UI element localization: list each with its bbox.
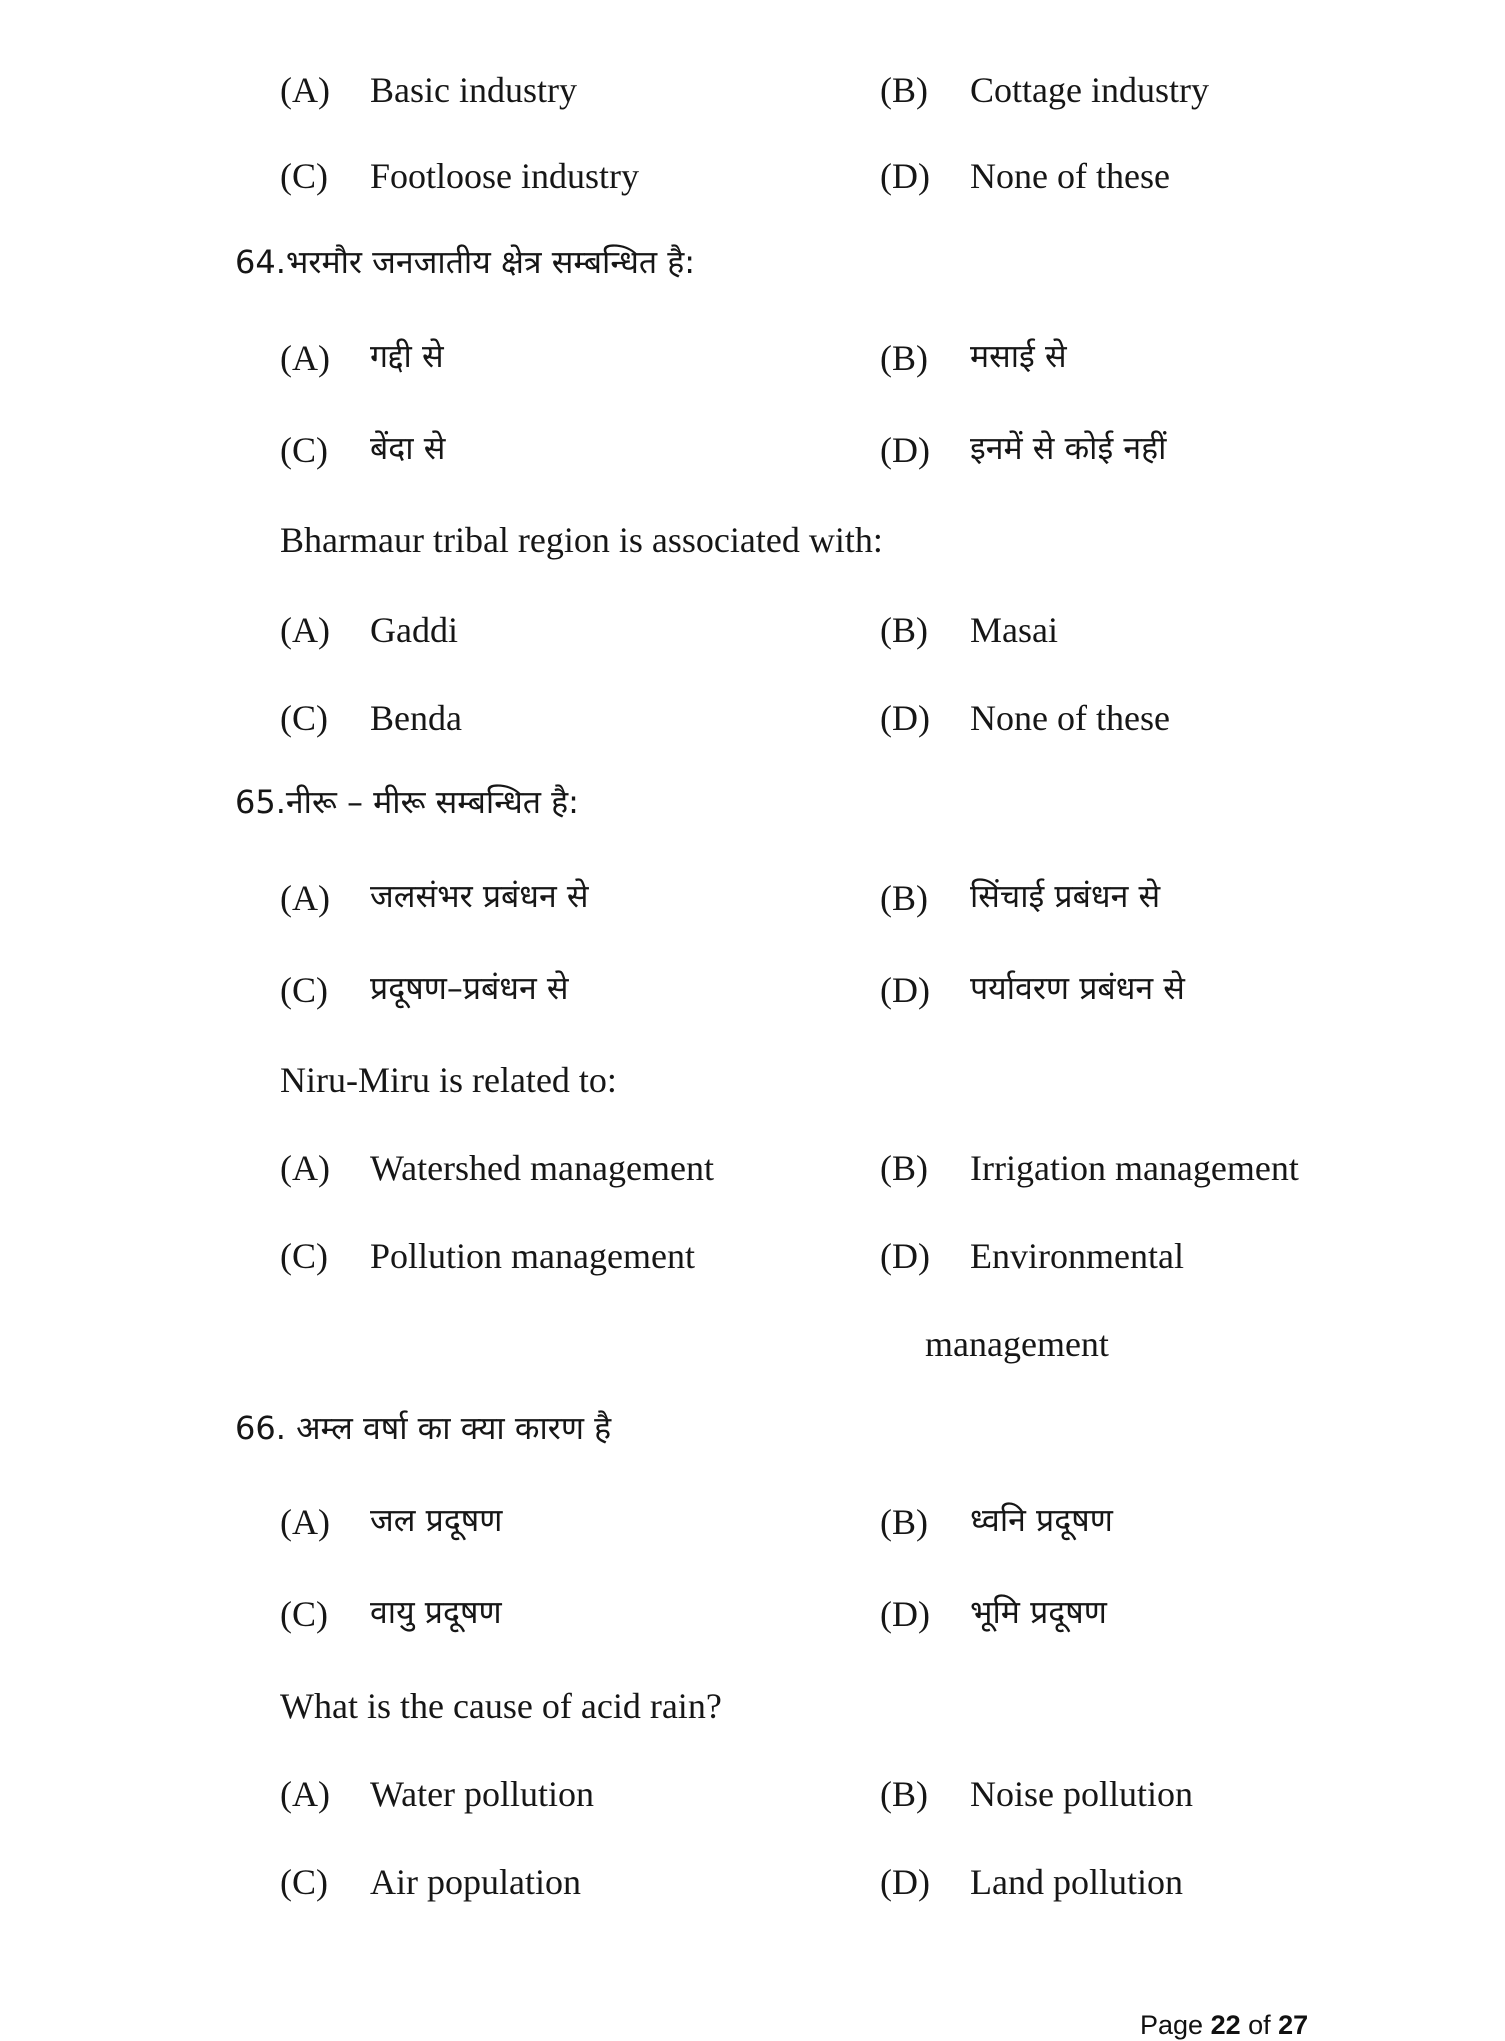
option-letter: (B) (880, 1148, 928, 1188)
option-letter: (D) (880, 1236, 930, 1276)
option-letter: (A) (280, 70, 330, 110)
q64-hindi-question: 64.भरमौर जनजातीय क्षेत्र सम्बन्धित है: (235, 243, 696, 281)
q66-hindi-question: 66. अम्ल वर्षा का क्या कारण है (235, 1409, 612, 1447)
q64-english-question: Bharmaur tribal region is associated with: (280, 520, 883, 560)
q66-english-question: What is the cause of acid rain? (280, 1686, 722, 1726)
option-text: Gaddi (370, 610, 458, 650)
option-letter: (D) (880, 156, 930, 196)
option-letter: (A) (280, 1502, 330, 1542)
page-middle: of (1240, 2010, 1279, 2040)
option-letter: (B) (880, 878, 928, 918)
option-letter: (D) (880, 430, 930, 470)
option-text: Basic industry (370, 70, 577, 110)
option-letter: (D) (880, 698, 930, 738)
option-text: बेंदा से (370, 429, 446, 467)
option-text: मसाई से (970, 337, 1067, 375)
option-letter: (B) (880, 338, 928, 378)
option-text: Footloose industry (370, 156, 640, 196)
option-letter: (D) (880, 1862, 930, 1902)
option-letter: (A) (280, 1774, 330, 1814)
option-text: Masai (970, 610, 1058, 650)
option-text: Pollution management (370, 1236, 695, 1276)
option-letter: (C) (280, 1862, 328, 1902)
q65-hindi-question: 65.नीरू – मीरू सम्बन्धित है: (235, 783, 579, 821)
option-text: सिंचाई प्रबंधन से (970, 877, 1161, 915)
q65-english-question: Niru-Miru is related to: (280, 1060, 617, 1100)
option-text: इनमें से कोई नहीं (970, 429, 1167, 467)
option-text: Environmental (970, 1236, 1184, 1276)
option-letter: (C) (280, 430, 328, 470)
option-text: भूमि प्रदूषण (970, 1593, 1107, 1631)
option-text: ध्वनि प्रदूषण (970, 1501, 1113, 1539)
option-text: पर्यावरण प्रबंधन से (970, 969, 1185, 1007)
option-letter: (C) (280, 1594, 328, 1634)
option-letter: (B) (880, 610, 928, 650)
option-letter: (A) (280, 610, 330, 650)
option-letter: (D) (880, 1594, 930, 1634)
page-total: 27 (1278, 2010, 1309, 2040)
option-letter: (B) (880, 1774, 928, 1814)
option-letter: (D) (880, 970, 930, 1010)
option-letter: (A) (280, 338, 330, 378)
option-letter: (C) (280, 1236, 328, 1276)
option-text: Land pollution (970, 1862, 1183, 1902)
option-text: None of these (970, 698, 1170, 738)
option-letter: (B) (880, 1502, 928, 1542)
option-letter: (A) (280, 1148, 330, 1188)
option-letter: (C) (280, 970, 328, 1010)
option-text: Cottage industry (970, 70, 1209, 110)
option-text: जल प्रदूषण (370, 1501, 503, 1539)
option-text: Water pollution (370, 1774, 595, 1814)
option-letter: (B) (880, 70, 928, 110)
option-text: वायु प्रदूषण (370, 1593, 502, 1631)
option-text: Benda (370, 698, 462, 738)
option-text: प्रदूषण–प्रबंधन से (370, 969, 569, 1007)
option-letter: (A) (280, 878, 330, 918)
option-text: Watershed management (370, 1148, 714, 1188)
option-text: Irrigation management (970, 1148, 1299, 1188)
option-text: गद्दी से (370, 337, 444, 375)
option-letter: (C) (280, 698, 328, 738)
option-letter: (C) (280, 156, 328, 196)
page-current: 22 (1210, 2010, 1241, 2040)
page-number (1140, 2010, 1308, 2041)
option-text: Air population (370, 1862, 581, 1902)
page-prefix: Page (1140, 2010, 1211, 2040)
option-text: None of these (970, 156, 1170, 196)
q65-english-option-d-continuation: management (925, 1324, 1109, 1364)
option-text: जलसंभर प्रबंधन से (370, 877, 589, 915)
option-text: Noise pollution (970, 1774, 1193, 1814)
